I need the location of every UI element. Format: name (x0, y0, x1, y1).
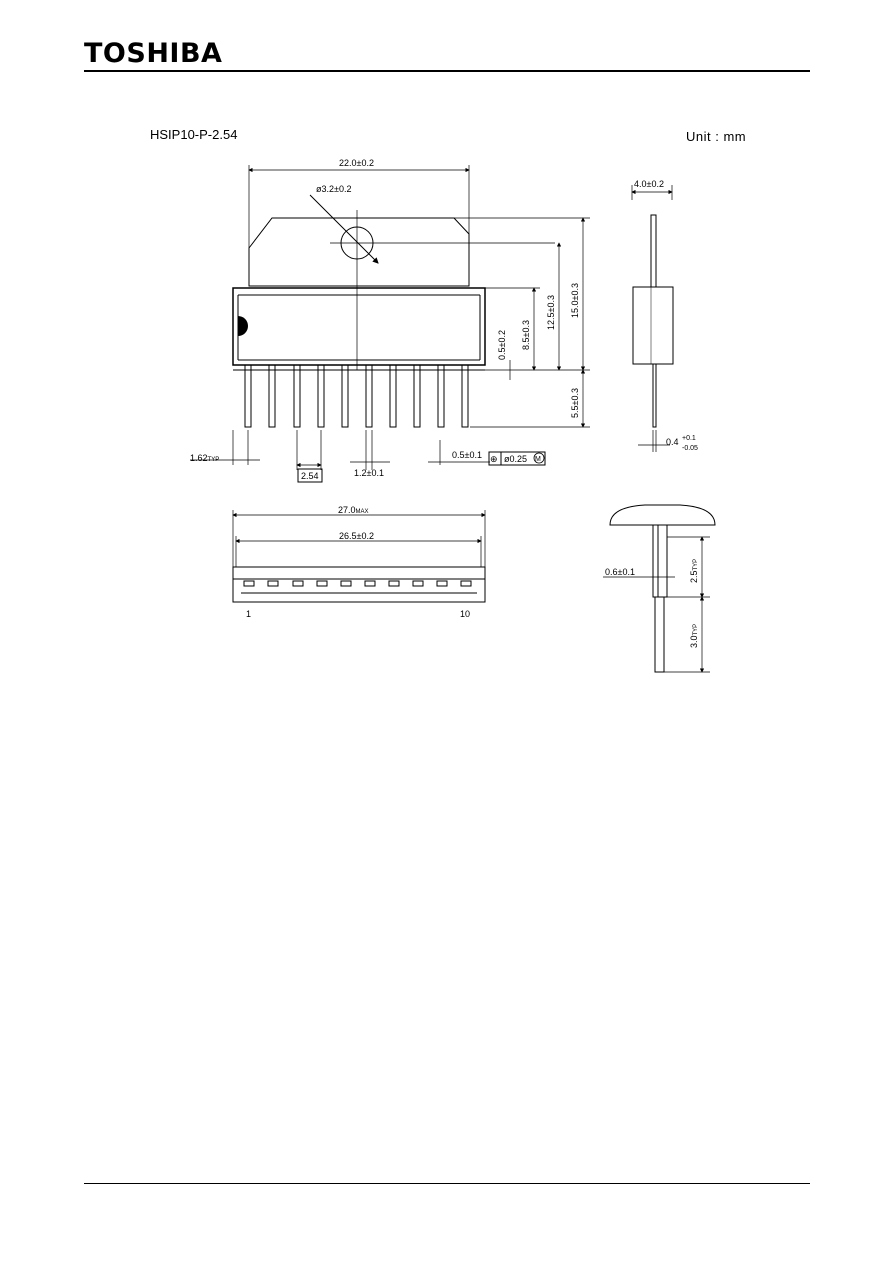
dim-lead-width: 1.2±0.1 (354, 468, 384, 478)
dim-side-thickness: 4.0±0.2 (634, 179, 664, 189)
detail-tip (655, 597, 664, 672)
dim-lead-thickness: 0.4 (666, 437, 679, 447)
package-body (233, 288, 485, 365)
side-fin (651, 215, 656, 287)
heatsink-tab (249, 218, 469, 286)
pin1-notch (238, 316, 248, 336)
dim-first-pin-offset: 1.62TYP (190, 453, 220, 463)
leads (245, 365, 468, 427)
dim-tip-length: 3.0TYP (689, 623, 699, 648)
detail-dim-labels (605, 559, 699, 648)
dim-lead-span: 26.5±0.2 (339, 531, 374, 541)
dim-neck-length: 2.5TYP (689, 558, 699, 583)
front-dim-labels (190, 158, 580, 482)
detail-neck (653, 525, 667, 597)
side-lead (653, 364, 656, 427)
pin-first-label: 1 (246, 609, 252, 619)
dim-overall-length: 27.0MAX (338, 505, 369, 515)
dim-body-width: 22.0±0.2 (339, 158, 374, 168)
dim-height-hole: 12.5±0.3 (546, 295, 556, 330)
dim-lead-neck: 0.6±0.1 (605, 567, 635, 577)
dim-lead-thickness-plus: +0.1 (682, 435, 696, 442)
side-dim-labels (634, 179, 698, 452)
toshiba-logo: TOSHIBA (84, 38, 223, 69)
side-view (632, 185, 673, 452)
modifier-m: M (535, 456, 541, 463)
package-name: HSIP10-P-2.54 (150, 127, 238, 142)
dim-step: 0.5±0.2 (497, 330, 507, 360)
position-tolerance-icon: ⊕ (490, 454, 498, 464)
dim-position-tolerance: ø0.25 (504, 454, 528, 464)
dim-lead-length: 5.5±0.3 (570, 388, 580, 418)
dim-lead-thickness-minus: -0.05 (682, 445, 698, 452)
bottom-view (233, 510, 485, 602)
dim-height-body: 8.5±0.3 (521, 320, 531, 350)
side-body (633, 287, 673, 364)
footer-rule (84, 1183, 810, 1184)
dim-pitch: 2.54 (301, 471, 319, 481)
pin-last-label: 10 (460, 609, 471, 619)
dim-height-total: 15.0±0.3 (570, 283, 580, 318)
dim-lead-tip: 0.5±0.1 (452, 450, 482, 460)
unit-label: Unit : mm (686, 129, 747, 144)
dim-hole-diameter: ø3.2±0.2 (316, 184, 352, 194)
detail-cap (610, 505, 715, 525)
